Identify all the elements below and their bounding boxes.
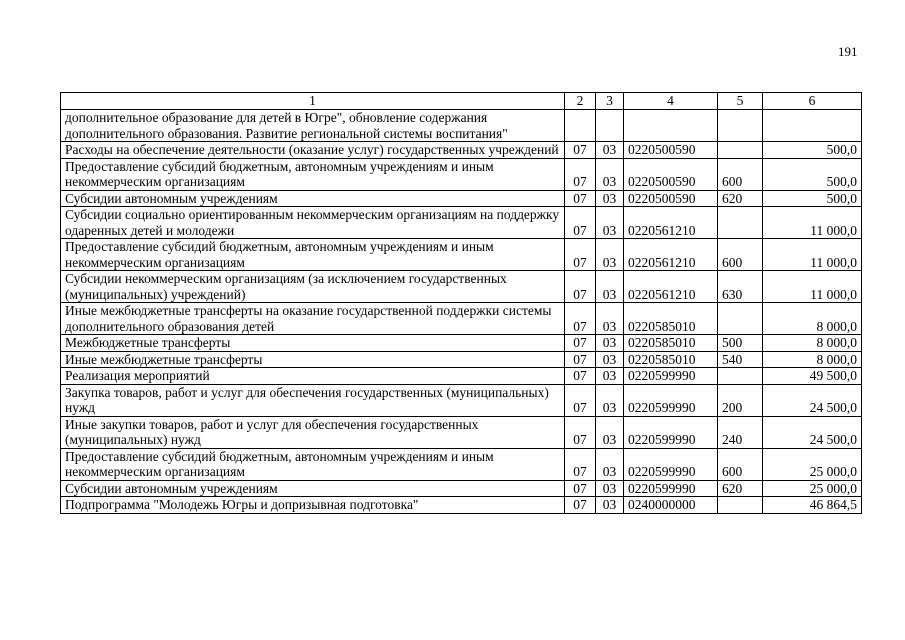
table-row [61,416,862,448]
subsection-code-cell: 03 [596,351,624,368]
target-article-cell: 0220599990 [624,416,718,448]
row-name-cell: Иные межбюджетные трансферты [61,351,565,368]
row-name-cell: Предоставление субсидий бюджетным, автономным учреждениям и иным некоммерческим организациям [61,448,565,480]
section-code-cell: 07 [565,351,596,368]
section-code-cell: 07 [565,497,596,514]
subsection-code-cell: 03 [596,448,624,480]
expense-type-cell [718,497,763,514]
amount-cell: 25 000,0 [763,480,862,497]
amount-cell: 25 000,0 [763,448,862,480]
target-article-cell: 0220500590 [624,190,718,207]
expense-type-cell [718,110,763,142]
expense-type-cell: 630 [718,271,763,303]
row-name-cell: Субсидии некоммерческим организациям (за исключением государственных (муниципальных) учреждений) [61,271,565,303]
section-code-cell: 07 [565,416,596,448]
table-header-row [61,93,862,110]
section-code-cell: 07 [565,158,596,190]
target-article-cell: 0240000000 [624,497,718,514]
section-code-cell [565,110,596,142]
table-row [61,351,862,368]
expense-type-cell: 240 [718,416,763,448]
expense-type-cell [718,142,763,159]
section-code-cell: 07 [565,207,596,239]
table-row [61,158,862,190]
section-code-cell: 07 [565,368,596,385]
table-row [61,448,862,480]
table-row [61,190,862,207]
target-article-cell: 0220561210 [624,271,718,303]
subsection-code-cell: 03 [596,480,624,497]
target-article-cell [624,110,718,142]
amount-cell: 500,0 [763,158,862,190]
subsection-code-cell: 03 [596,303,624,335]
subsection-code-cell: 03 [596,142,624,159]
section-code-cell: 07 [565,271,596,303]
target-article-cell: 0220585010 [624,303,718,335]
section-code-cell: 07 [565,335,596,352]
target-article-cell: 0220599990 [624,384,718,416]
target-article-cell: 0220561210 [624,239,718,271]
row-name-cell: Реализация мероприятий [61,368,565,385]
section-code-cell: 07 [565,190,596,207]
expense-type-cell [718,207,763,239]
section-code-cell: 07 [565,384,596,416]
table-body [61,110,862,514]
subsection-code-cell: 03 [596,207,624,239]
column-header: 1 [61,93,565,110]
table-row [61,303,862,335]
amount-cell: 11 000,0 [763,239,862,271]
expense-type-cell: 620 [718,190,763,207]
subsection-code-cell: 03 [596,239,624,271]
amount-cell: 11 000,0 [763,207,862,239]
target-article-cell: 0220585010 [624,351,718,368]
expense-type-cell: 200 [718,384,763,416]
target-article-cell: 0220599990 [624,480,718,497]
row-name-cell: Иные межбюджетные трансферты на оказание государственной поддержки системы дополнительного образования детей [61,303,565,335]
row-name-cell: дополнительное образование для детей в Югре", обновление содержания дополнительного образования. Развитие региональной системы воспитания" [61,110,565,142]
target-article-cell: 0220599990 [624,448,718,480]
row-name-cell: Субсидии автономным учреждениям [61,480,565,497]
amount-cell: 500,0 [763,190,862,207]
amount-cell: 8 000,0 [763,351,862,368]
target-article-cell: 0220599990 [624,368,718,385]
subsection-code-cell: 03 [596,384,624,416]
subsection-code-cell: 03 [596,271,624,303]
page-number: 191 [838,44,858,59]
subsection-code-cell: 03 [596,335,624,352]
row-name-cell: Межбюджетные трансферты [61,335,565,352]
section-code-cell: 07 [565,303,596,335]
subsection-code-cell: 03 [596,416,624,448]
subsection-code-cell: 03 [596,158,624,190]
expense-type-cell: 600 [718,448,763,480]
target-article-cell: 0220561210 [624,207,718,239]
section-code-cell: 07 [565,142,596,159]
row-name-cell: Предоставление субсидий бюджетным, автономным учреждениям и иным некоммерческим организациям [61,239,565,271]
table-row [61,271,862,303]
table-row [61,368,862,385]
column-header: 4 [624,93,718,110]
row-name-cell: Расходы на обеспечение деятельности (оказание услуг) государственных учреждений [61,142,565,159]
amount-cell: 24 500,0 [763,416,862,448]
table-row [61,110,862,142]
section-code-cell: 07 [565,448,596,480]
expense-type-cell: 600 [718,239,763,271]
column-header: 5 [718,93,763,110]
subsection-code-cell: 03 [596,190,624,207]
subsection-code-cell: 03 [596,497,624,514]
table-row [61,239,862,271]
column-header: 2 [565,93,596,110]
amount-cell [763,110,862,142]
table-row [61,384,862,416]
section-code-cell: 07 [565,480,596,497]
expense-type-cell [718,303,763,335]
subsection-code-cell [596,110,624,142]
amount-cell: 24 500,0 [763,384,862,416]
table-row [61,207,862,239]
target-article-cell: 0220585010 [624,335,718,352]
row-name-cell: Субсидии социально ориентированным некоммерческим организациям на поддержку одаренных детей и молодежи [61,207,565,239]
row-name-cell: Субсидии автономным учреждениям [61,190,565,207]
amount-cell: 46 864,5 [763,497,862,514]
amount-cell: 8 000,0 [763,303,862,335]
expense-type-cell: 600 [718,158,763,190]
column-header: 3 [596,93,624,110]
subsection-code-cell: 03 [596,368,624,385]
section-code-cell: 07 [565,239,596,271]
row-name-cell: Подпрограмма "Молодежь Югры и допризывная подготовка" [61,497,565,514]
amount-cell: 500,0 [763,142,862,159]
amount-cell: 49 500,0 [763,368,862,385]
row-name-cell: Закупка товаров, работ и услуг для обеспечения государственных (муниципальных) нужд [61,384,565,416]
amount-cell: 11 000,0 [763,271,862,303]
row-name-cell: Иные закупки товаров, работ и услуг для обеспечения государственных (муниципальных) нужд [61,416,565,448]
row-name-cell: Предоставление субсидий бюджетным, автономным учреждениям и иным некоммерческим организациям [61,158,565,190]
expense-type-cell: 500 [718,335,763,352]
target-article-cell: 0220500590 [624,142,718,159]
expense-type-cell: 540 [718,351,763,368]
expense-type-cell [718,368,763,385]
amount-cell: 8 000,0 [763,335,862,352]
table-row [61,335,862,352]
budget-table [60,92,862,514]
expense-type-cell: 620 [718,480,763,497]
table-row [61,480,862,497]
column-header: 6 [763,93,862,110]
table-row [61,142,862,159]
table-row [61,497,862,514]
target-article-cell: 0220500590 [624,158,718,190]
